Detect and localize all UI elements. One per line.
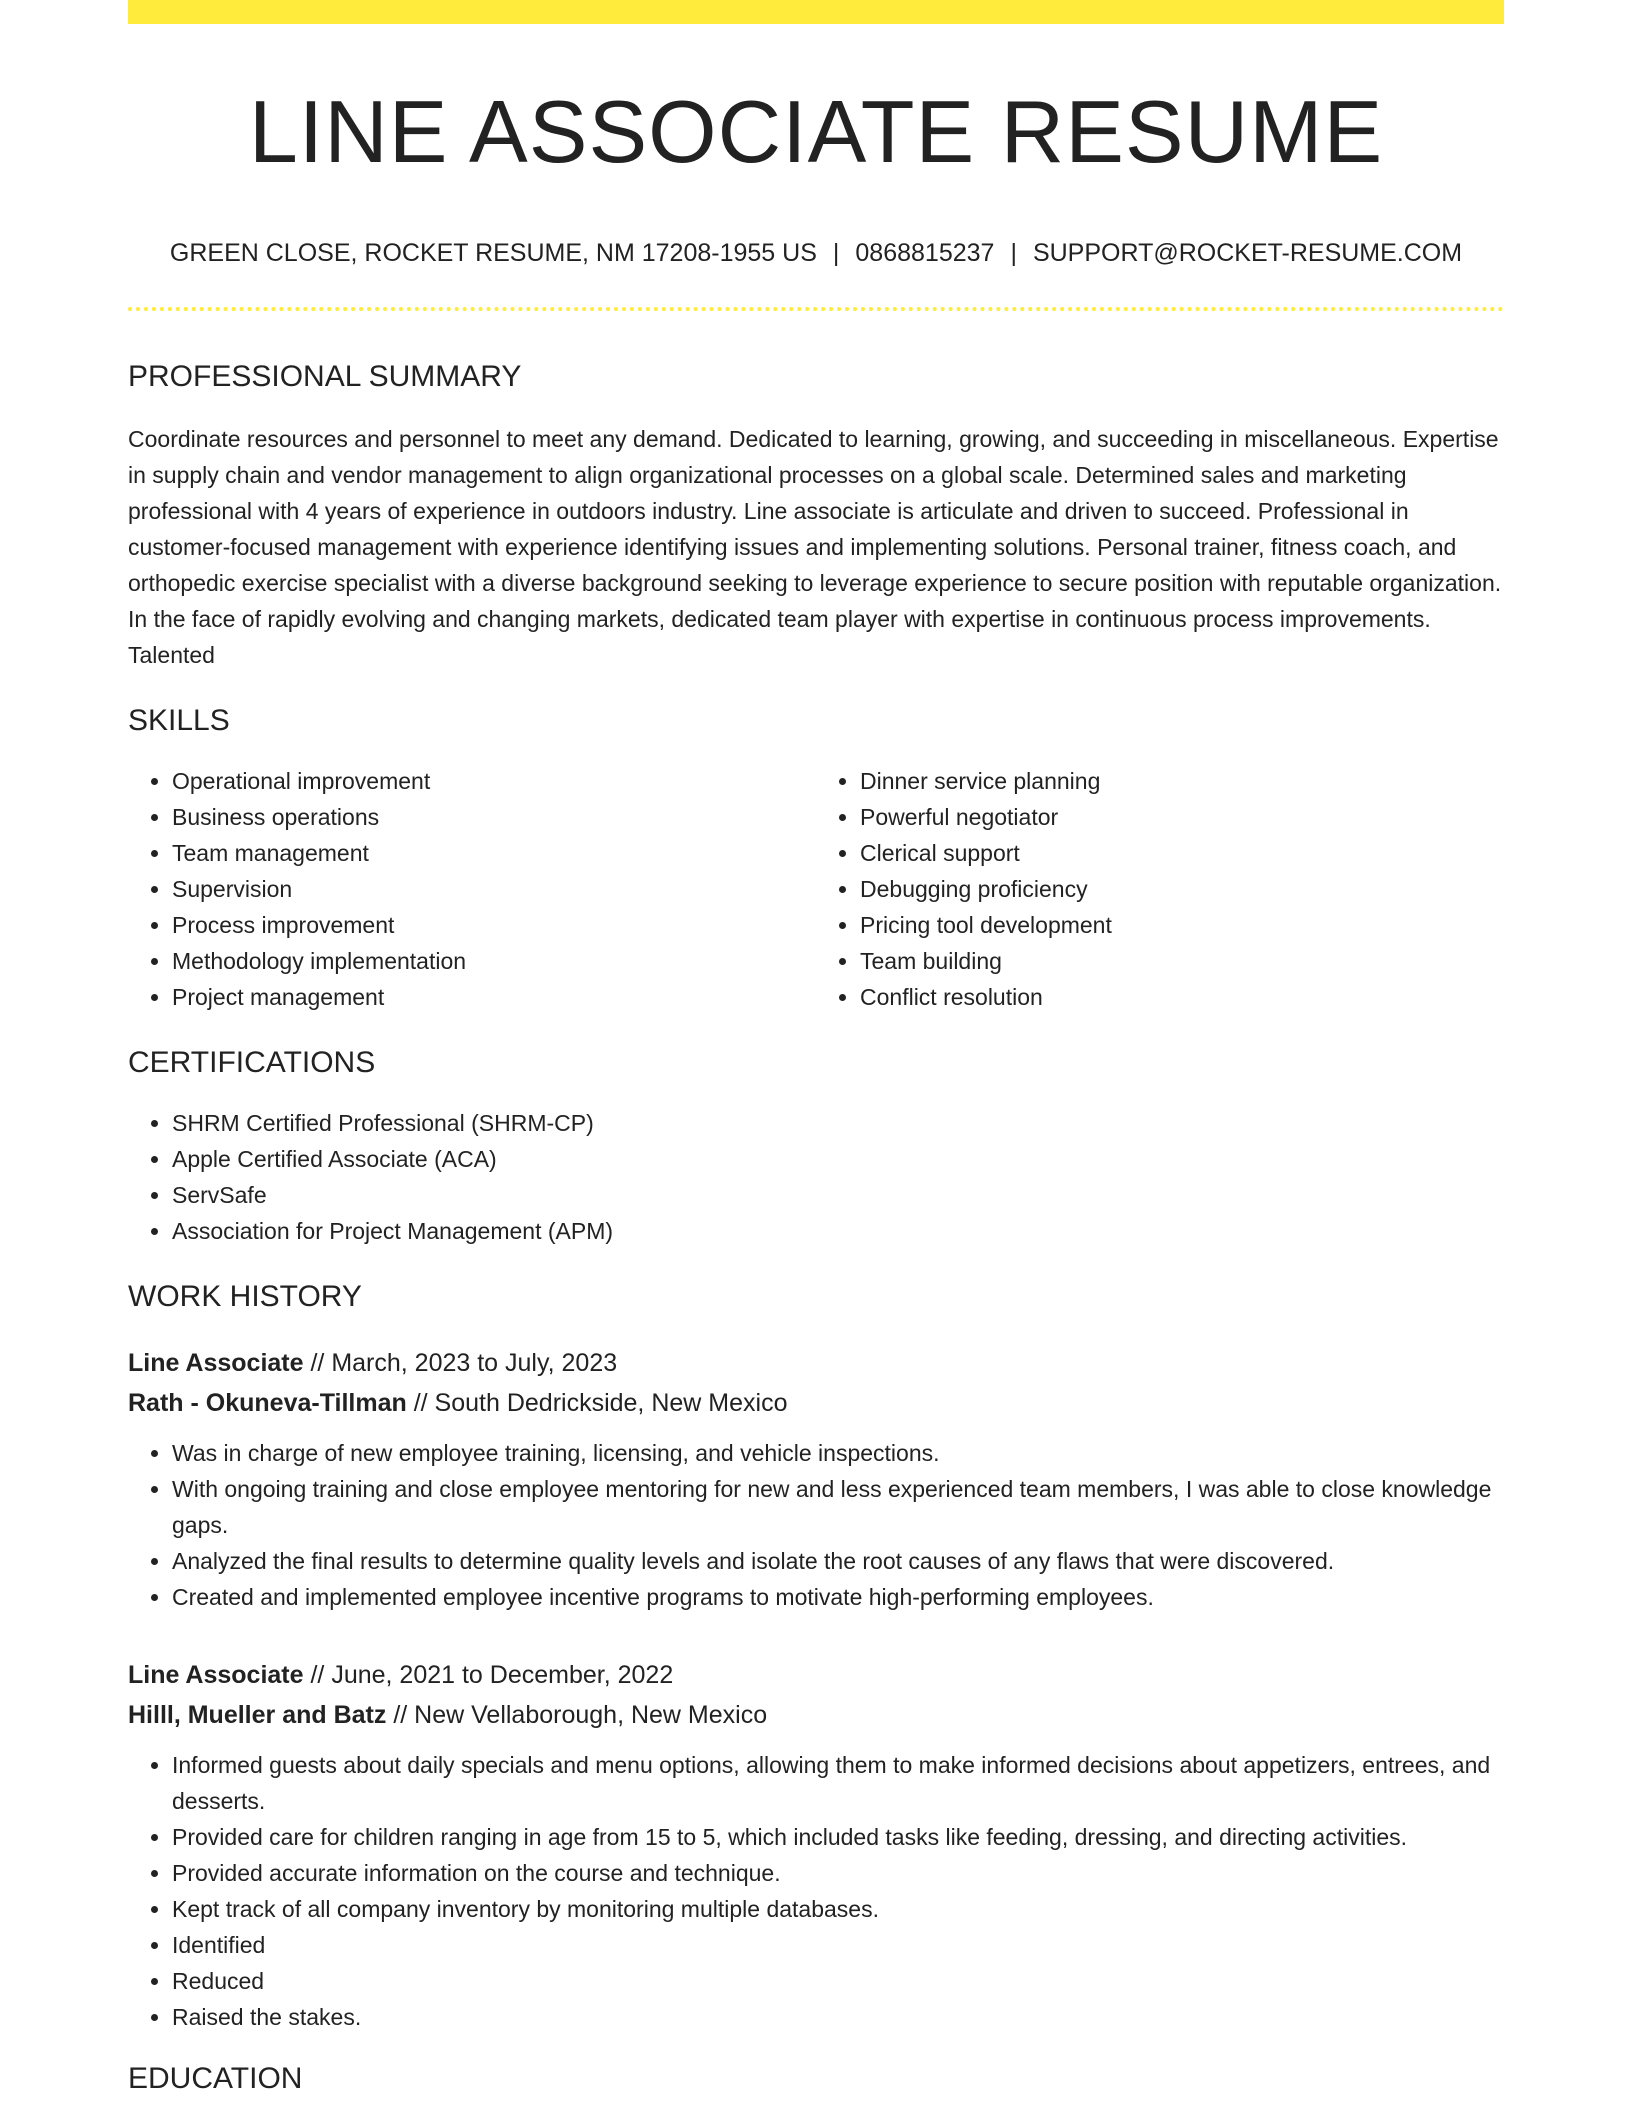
job-title: Line Associate [128, 1661, 304, 1690]
job-duty: • Identified [172, 1927, 1504, 1963]
dotted-divider [128, 307, 1504, 311]
certification-item: • Apple Certified Associate (ACA) [172, 1141, 1504, 1177]
job-entry [128, 1655, 1504, 2035]
skills-grid [128, 763, 1504, 1015]
certification-item: • ServSafe [172, 1177, 1504, 1213]
skills-heading: SKILLS [128, 704, 230, 738]
job-duty: • Provided accurate information on the course and technique. [172, 1855, 1504, 1891]
contact-line [128, 237, 1504, 270]
education-heading: EDUCATION [128, 2062, 303, 2096]
certification-item: • Association for Project Management (APM) [172, 1213, 1504, 1249]
resume-title: LINE ASSOCIATE RESUME [248, 82, 1384, 181]
contact-address: GREEN CLOSE, ROCKET RESUME, NM 17208-1955 US [169, 238, 817, 267]
skill-item: • Supervision [172, 871, 816, 907]
certifications-list [128, 1105, 1504, 1249]
skills-section [128, 703, 1504, 1015]
job-duty: • Kept track of all company inventory by monitoring multiple databases. [172, 1891, 1504, 1927]
job-duty: • Informed guests about daily specials and menu options, allowing them to make informed decisions about appetizers, entrees, and desserts. [172, 1747, 1504, 1819]
skills-list-left [128, 763, 816, 1015]
work-history-heading: WORK HISTORY [128, 1280, 362, 1314]
job-duties-list [128, 1747, 1504, 2035]
skill-item: • Conflict resolution [860, 979, 1504, 1015]
job-dates: // March, 2023 to July, 2023 [303, 1349, 618, 1378]
certifications-section [128, 1045, 1504, 1249]
summary-text: Coordinate resources and personnel to meet any demand. Dedicated to learning, growing, and succeeding in miscellaneous. Expertise in supply chain and vendor management to align organizational processes on a global scale. Determined sales and marketing professional with 4 years of experience in outdoors industry. Line associate is articulate and driven to succeed. Professional in customer-focused management with experience identifying issues and implementing solutions. Personal trainer, fitness coach, and orthopedic exercise specialist with a diverse background seeking to leverage experience to secure position with reputable organization. In the face of rapidly evolving and changing markets, dedicated team player with expertise in continuous process improvements. Talented [128, 426, 1502, 669]
job-title-line [128, 1655, 1504, 1695]
top-accent-bar [128, 0, 1504, 24]
certification-item: • SHRM Certified Professional (SHRM-CP) [172, 1105, 1504, 1141]
skill-item: • Business operations [172, 799, 816, 835]
job-duty: • Was in charge of new employee training, licensing, and vehicle inspections. [172, 1435, 1504, 1471]
job-duty: • Reduced [172, 1963, 1504, 1999]
job-duties-list [128, 1435, 1504, 1615]
job-company: Rath - Okuneva-Tillman [128, 1389, 407, 1418]
summary-heading: PROFESSIONAL SUMMARY [128, 360, 522, 394]
skill-item: • Process improvement [172, 907, 816, 943]
skills-list-right [816, 763, 1504, 1015]
job-duty: • With ongoing training and close employee mentoring for new and less experienced team members, I was able to close knowledge gaps. [172, 1471, 1504, 1543]
education-section [128, 2061, 1504, 2097]
skill-item: • Operational improvement [172, 763, 816, 799]
contact-email: SUPPORT@ROCKET-RESUME.COM [1032, 238, 1463, 267]
skill-item: • Dinner service planning [860, 763, 1504, 799]
job-location: // New Vellaborough, New Mexico [386, 1701, 768, 1730]
job-duty: • Created and implemented employee incentive programs to motivate high-performing employees. [172, 1579, 1504, 1615]
job-company-line [128, 1695, 1504, 1735]
job-company-line [128, 1383, 1504, 1423]
skill-item: • Powerful negotiator [860, 799, 1504, 835]
skill-item: • Team management [172, 835, 816, 871]
certifications-heading: CERTIFICATIONS [128, 1046, 376, 1080]
contact-separator: | [832, 238, 840, 267]
job-dates: // June, 2021 to December, 2022 [303, 1661, 674, 1690]
job-location: // South Dedrickside, New Mexico [406, 1389, 788, 1418]
skill-item: • Team building [860, 943, 1504, 979]
job-duty: • Provided care for children ranging in age from 15 to 5, which included tasks like feeding, dressing, and directing activities. [172, 1819, 1504, 1855]
job-title: Line Associate [128, 1349, 304, 1378]
skill-item: • Debugging proficiency [860, 871, 1504, 907]
job-duty: • Raised the stakes. [172, 1999, 1504, 2035]
contact-phone: 0868815237 [855, 238, 995, 267]
contact-separator: | [1010, 238, 1017, 267]
job-duty: • Analyzed the final results to determine quality levels and isolate the root causes of any flaws that were discovered. [172, 1543, 1504, 1579]
skill-item: • Pricing tool development [860, 907, 1504, 943]
summary-section [128, 359, 1504, 673]
job-company: Hilll, Mueller and Batz [128, 1701, 387, 1730]
skill-item: • Clerical support [860, 835, 1504, 871]
resume-page [128, 0, 1504, 2097]
skill-item: • Project management [172, 979, 816, 1015]
skill-item: • Methodology implementation [172, 943, 816, 979]
job-title-line [128, 1343, 1504, 1383]
job-entry [128, 1343, 1504, 1615]
work-history-section [128, 1279, 1504, 2035]
